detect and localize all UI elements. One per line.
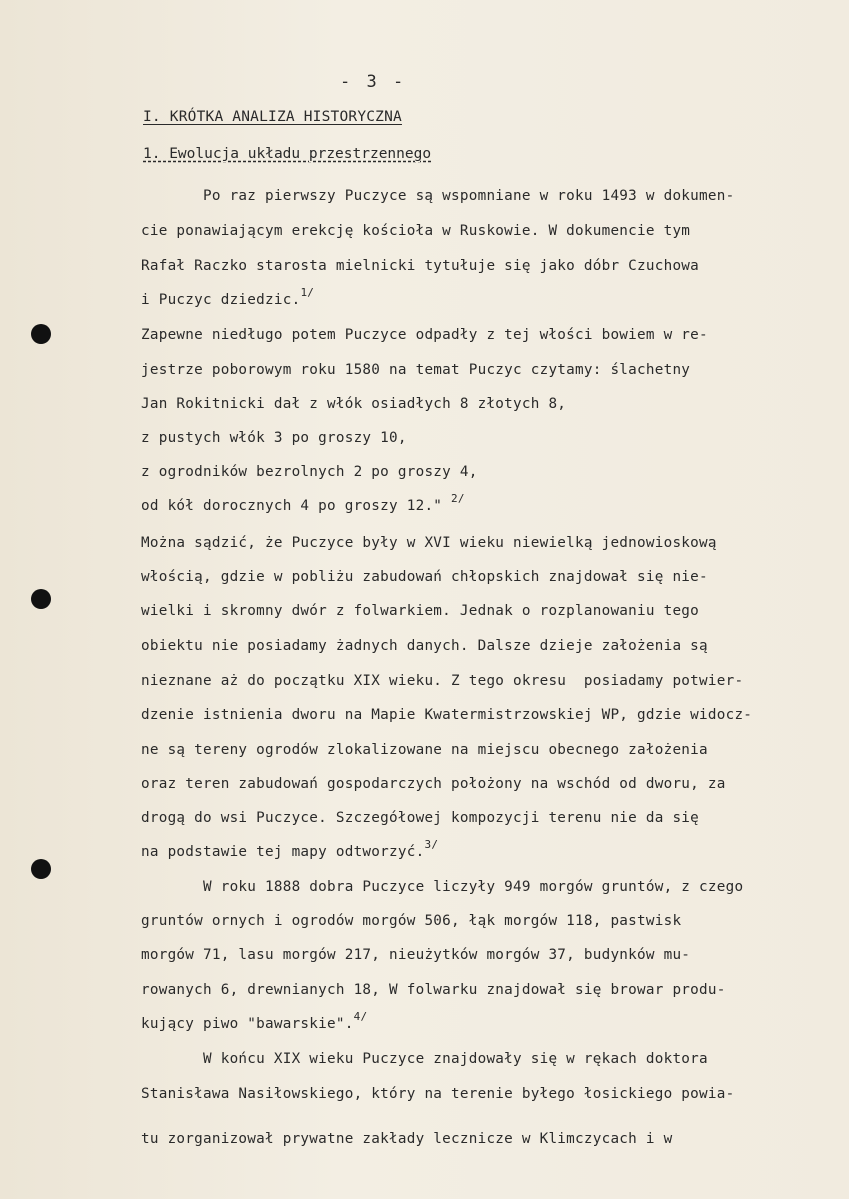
text-line: obiektu nie posiadamy żadnych danych. Dalsze dzieje założenia są [141, 638, 708, 654]
text-line: Zapewne niedługo potem Puczyce odpadły z tej włości bowiem w re- [141, 327, 708, 343]
text-line-content: i Puczyc dziedzic. [141, 292, 301, 308]
binder-hole [31, 324, 51, 344]
text-line: ne są tereny ogrodów zlokalizowane na miejscu obecnego założenia [141, 742, 708, 758]
text-line [141, 492, 465, 516]
text-line: dzenie istnienia dworu na Mapie Kwatermistrzowskiej WP, gdzie widocz- [141, 707, 753, 723]
text-line: rowanych 6, drewnianych 18, W folwarku znajdował się browar produ- [141, 982, 726, 998]
text-line [141, 838, 439, 862]
text-line: jestrze poborowym roku 1580 na temat Puczyc czytamy: ślachetny [141, 362, 691, 378]
text-line: Rafał Raczko starosta mielnicki tytułuje się jako dóbr Czuchowa [141, 258, 700, 274]
footnote-ref: 1/ [300, 286, 315, 300]
binder-hole [31, 589, 51, 609]
text-line-content: na podstawie tej mapy odtworzyć. [141, 844, 425, 860]
text-line: Jan Rokitnicki dał z włók osiadłych 8 złotych 8, [141, 396, 567, 412]
section-heading: I. KRÓTKA ANALIZA HISTORYCZNA [143, 109, 402, 125]
text-line-content: od kół dorocznych 4 po groszy 12." [141, 498, 443, 514]
text-line: tu zorganizował prywatne zakłady lecznicze w Klimczycach i w [141, 1131, 673, 1147]
text-line: W końcu XIX wieku Puczyce znajdowały się w rękach doktora [203, 1051, 708, 1067]
footnote-ref: 3/ [424, 838, 439, 852]
text-line: morgów 71, lasu morgów 217, nieużytków morgów 37, budynków mu- [141, 947, 691, 963]
text-line: Po raz pierwszy Puczyce są wspomniane w roku 1493 w dokumen- [203, 188, 735, 204]
subsection-heading: 1. Ewolucja układu przestrzennego [143, 146, 432, 162]
binder-hole [31, 859, 51, 879]
text-line: z ogrodników bezrolnych 2 po groszy 4, [141, 464, 478, 480]
text-line: W roku 1888 dobra Puczyce liczyły 949 morgów gruntów, z czego [203, 879, 744, 895]
text-line: oraz teren zabudowań gospodarczych położony na wschód od dworu, za [141, 776, 726, 792]
text-line [141, 286, 315, 310]
text-line [141, 1010, 368, 1034]
page-number: - 3 - [340, 72, 407, 92]
text-line: wielki i skromny dwór z folwarkiem. Jednak o rozplanowaniu tego [141, 603, 700, 619]
text-line: nieznane aż do początku XIX wieku. Z tego okresu posiadamy potwier- [141, 673, 744, 689]
text-line: Można sądzić, że Puczyce były w XVI wieku niewielką jednowioskową [141, 535, 717, 551]
footnote-ref: 2/ [451, 492, 465, 506]
text-line: drogą do wsi Puczyce. Szczegółowej kompozycji terenu nie da się [141, 810, 700, 826]
text-line-content: kujący piwo "bawarskie". [141, 1016, 354, 1032]
footnote-ref: 4/ [353, 1010, 368, 1024]
text-line: gruntów ornych i ogrodów morgów 506, łąk morgów 118, pastwisk [141, 913, 682, 929]
text-line: cie ponawiającym erekcję kościoła w Ruskowie. W dokumencie tym [141, 223, 691, 239]
text-line: Stanisława Nasiłowskiego, który na terenie byłego łosickiego powia- [141, 1086, 735, 1102]
text-line: włością, gdzie w pobliżu zabudowań chłopskich znajdował się nie- [141, 569, 708, 585]
text-line: z pustych włók 3 po groszy 10, [141, 430, 407, 446]
